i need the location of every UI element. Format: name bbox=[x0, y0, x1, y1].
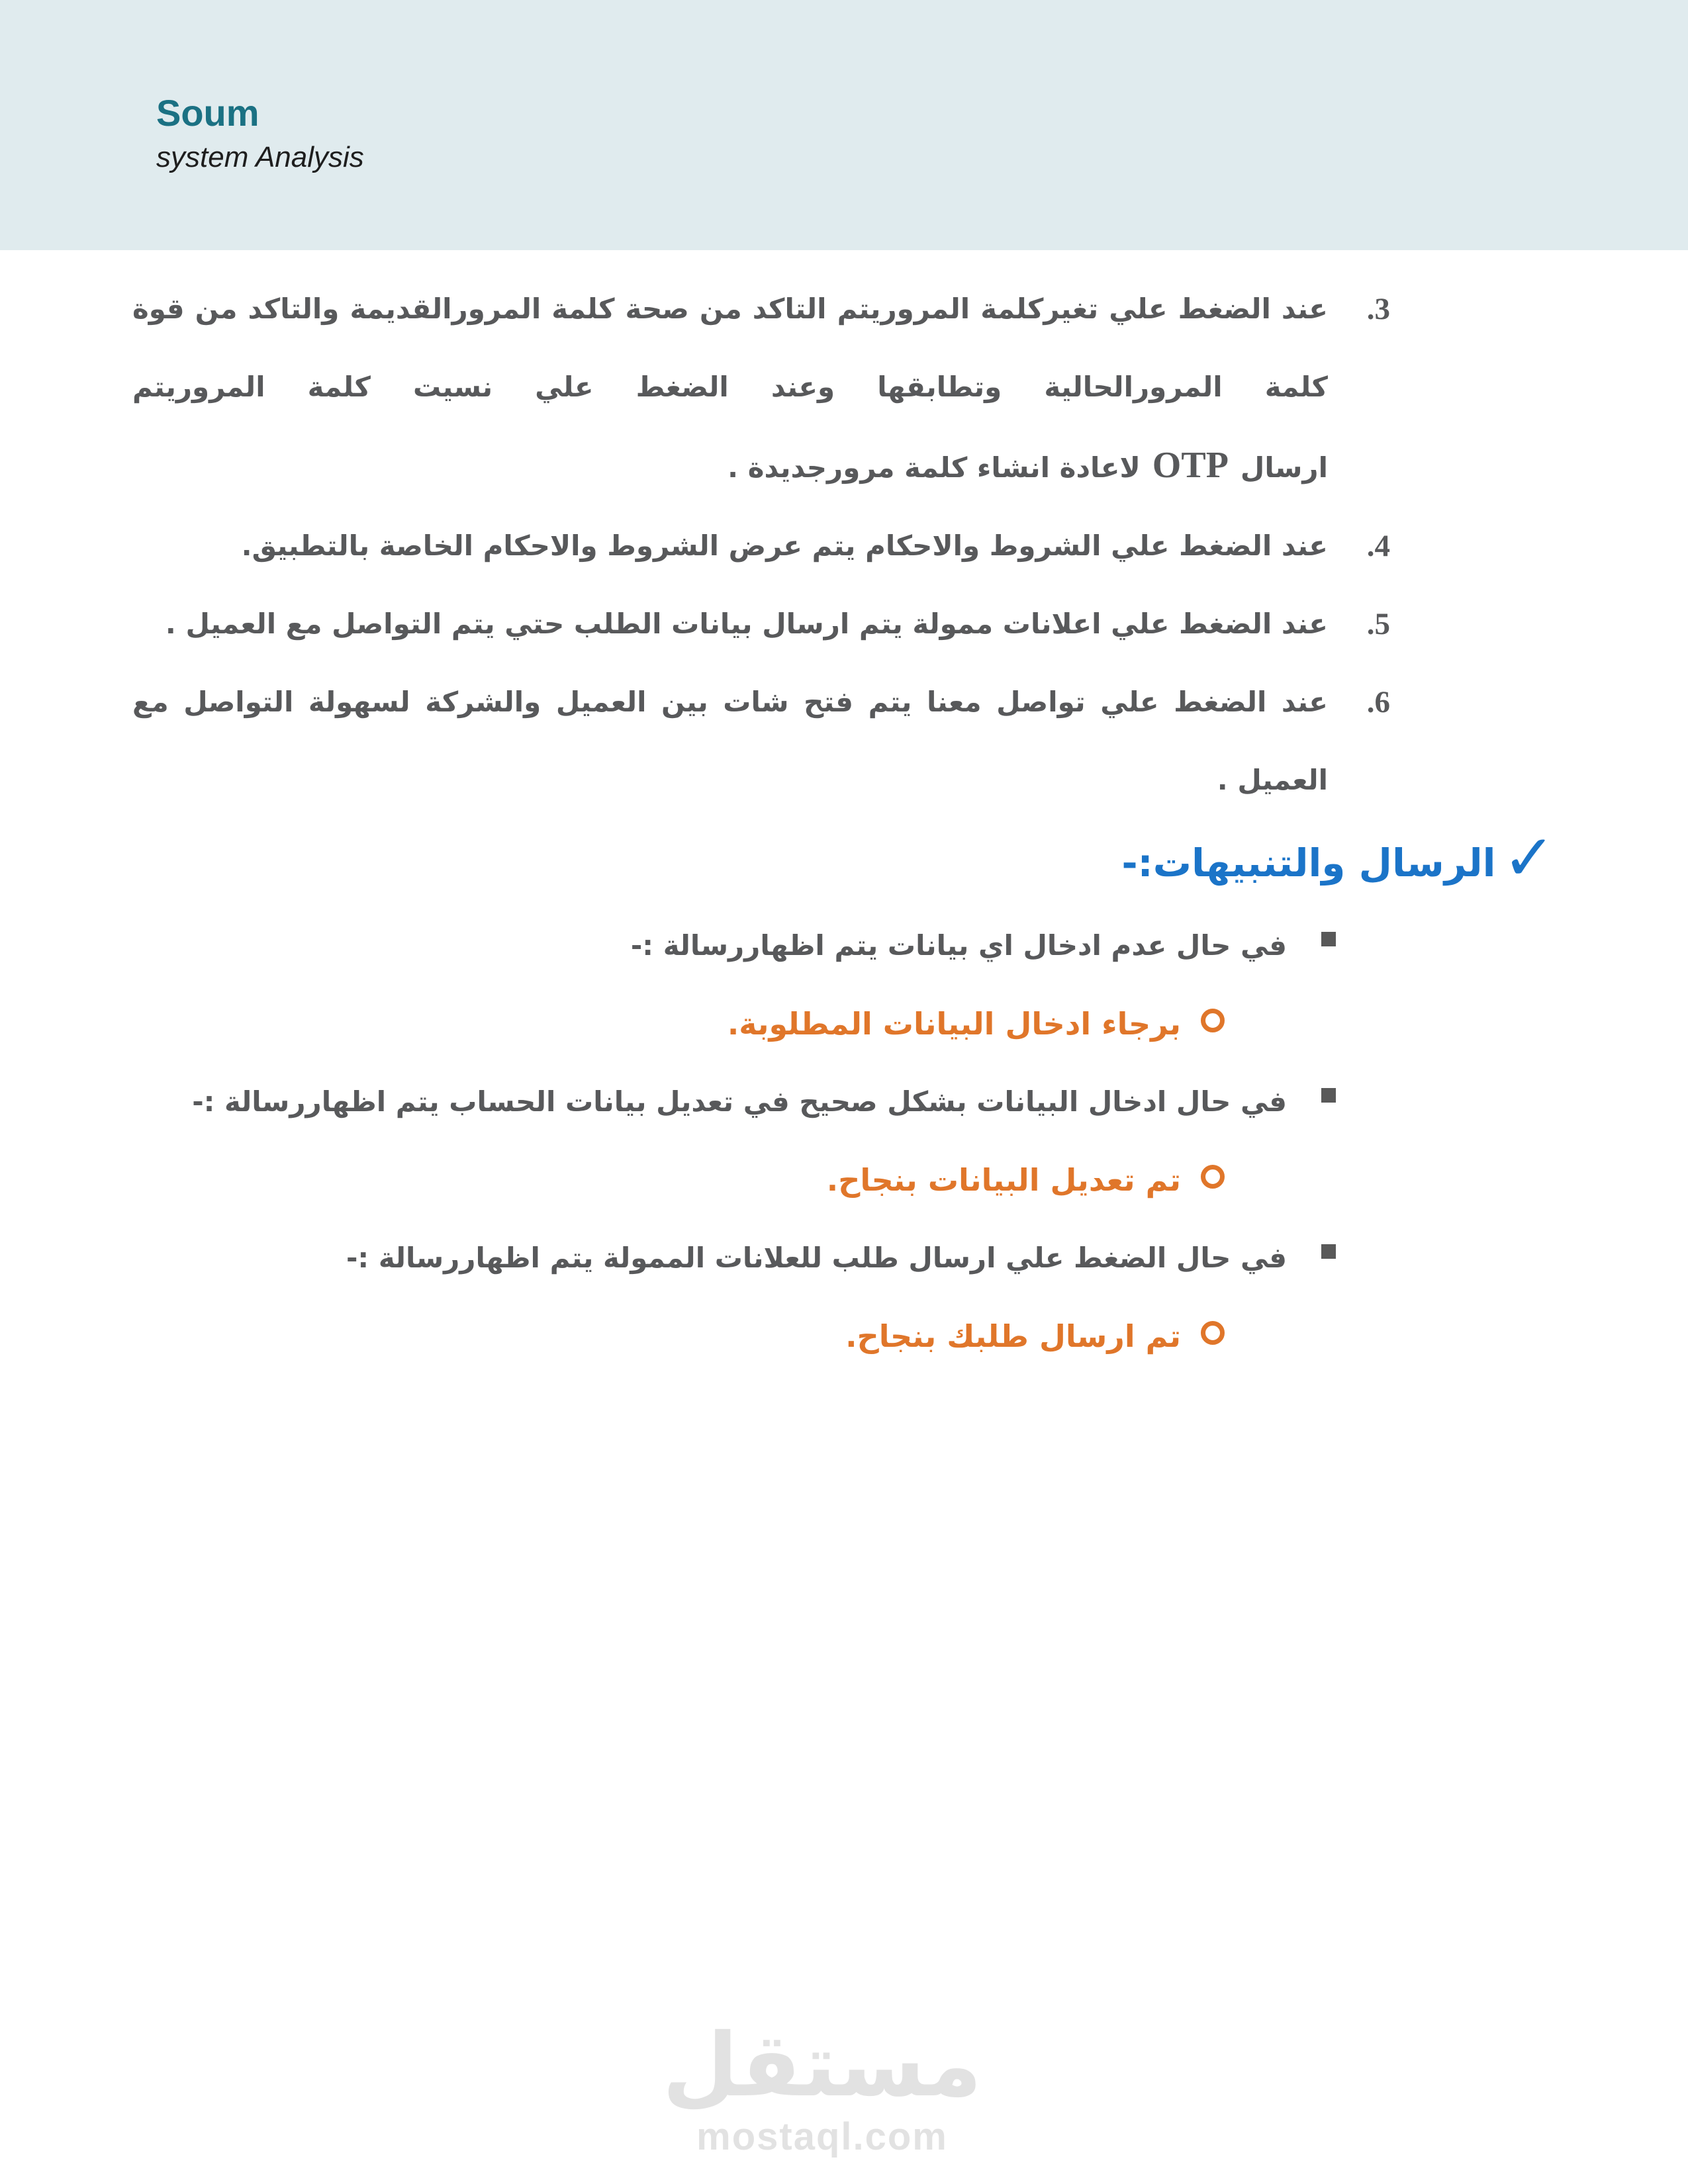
mostaql-watermark bbox=[662, 2015, 982, 2159]
otp-term: OTP bbox=[1152, 445, 1229, 486]
item-text bbox=[132, 270, 1328, 507]
alert-condition-3 bbox=[132, 1219, 1556, 1297]
item-number: 3. bbox=[1366, 292, 1390, 326]
square-bullet-icon bbox=[1321, 1088, 1336, 1103]
mostaql-site-url: mostaql.com bbox=[696, 2115, 948, 2158]
alert-condition-text: في حال الضغط علي ارسال طلب للعلانات الممولة يتم اظهاررسالة :- bbox=[346, 1242, 1287, 1274]
circle-bullet-icon bbox=[1201, 1009, 1225, 1032]
alert-condition-2 bbox=[132, 1063, 1556, 1141]
brand-logo-text: Soum bbox=[156, 92, 259, 134]
alert-condition-text: في حال ادخال البيانات بشكل صحيح في تعديل بيانات الحساب يتم اظهاررسالة :- bbox=[192, 1085, 1287, 1118]
circle-bullet-icon bbox=[1201, 1165, 1225, 1189]
alert-condition-1 bbox=[132, 907, 1556, 985]
alert-message-2 bbox=[132, 1141, 1556, 1219]
header-subtitle: system Analysis bbox=[156, 140, 364, 173]
square-bullet-icon bbox=[1321, 1244, 1336, 1259]
item-text-before-otp: عند الضغط علي تغيركلمة المروريتم التاكد من صحة كلمة المرورالقديمة والتاكد من قوة كلمة المرورالحالية وتطابقها وعند الضغط علي نسيت كلمة المروريتم ارسال bbox=[132, 293, 1328, 484]
alert-message-text: تم تعديل البيانات بنجاح. bbox=[826, 1162, 1181, 1198]
numbered-item-3 bbox=[132, 270, 1556, 507]
header-band bbox=[0, 0, 1688, 250]
item-text: عند الضغط علي تواصل معنا يتم فتح شات بين العميل والشركة لسهولة التواصل مع العميل . bbox=[132, 686, 1328, 796]
alert-message-1 bbox=[132, 985, 1556, 1063]
item-number: 6. bbox=[1366, 685, 1390, 719]
item-number: 5. bbox=[1366, 607, 1390, 641]
circle-bullet-icon bbox=[1201, 1321, 1225, 1345]
item-number: 4. bbox=[1366, 529, 1390, 563]
item-text: عند الضغط علي اعلانات ممولة يتم ارسال بيانات الطلب حتي يتم التواصل مع العميل . bbox=[165, 608, 1328, 640]
alert-message-3 bbox=[132, 1297, 1556, 1375]
square-bullet-icon bbox=[1321, 932, 1336, 946]
item-text-after-otp: لاعادة انشاء كلمة مرورجديدة . bbox=[727, 451, 1141, 484]
alerts-heading: الرسال والتنبيهات:- bbox=[1121, 841, 1496, 886]
mostaql-logo: مستقل bbox=[662, 2015, 982, 2116]
alert-condition-text: في حال عدم ادخال اي بيانات يتم اظهاررسالة :- bbox=[630, 929, 1287, 962]
alerts-list bbox=[132, 907, 1556, 1375]
numbered-item-4 bbox=[132, 507, 1556, 585]
numbered-item-6 bbox=[132, 663, 1556, 819]
document-body bbox=[0, 250, 1688, 1375]
numbered-item-5 bbox=[132, 585, 1556, 663]
item-text: عند الضغط علي الشروط والاحكام يتم عرض الشروط والاحكام الخاصة بالتطبيق. bbox=[241, 529, 1328, 562]
alert-message-text: برجاء ادخال البيانات المطلوبة. bbox=[727, 1006, 1181, 1042]
checkmark-icon: ✓ bbox=[1502, 821, 1556, 895]
alerts-heading-row bbox=[132, 819, 1556, 907]
alert-message-text: تم ارسال طلبك بنجاح. bbox=[845, 1318, 1181, 1354]
